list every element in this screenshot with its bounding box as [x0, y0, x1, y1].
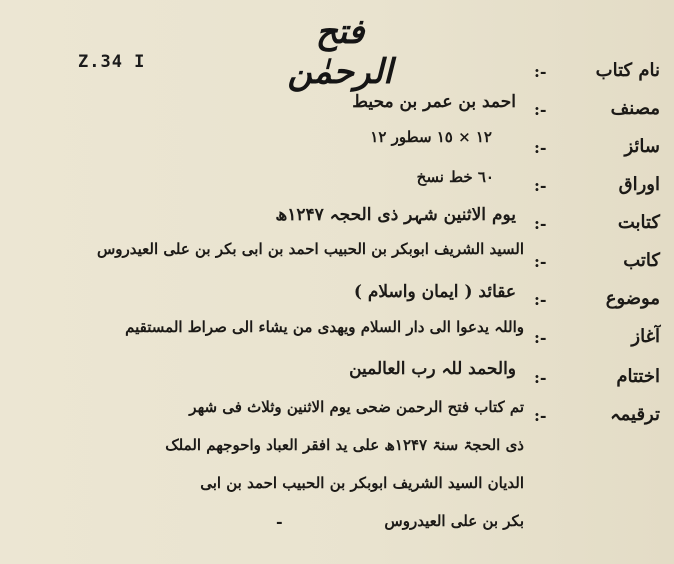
label-leaves: اوراق — [618, 174, 660, 195]
value-colophon: تم کتاب فتح الرحمن ضحی یوم الاثنین وثلاث فی شھر — [189, 398, 524, 416]
value-author: احمد بن عمر بن محیط — [352, 92, 516, 112]
colon-scribe: :- — [534, 252, 547, 271]
value-subject: عقائد ( ایمان واسلام ) — [353, 282, 516, 302]
colon-subject: :- — [534, 290, 547, 309]
book-title: فتح الرحمٰن — [287, 12, 393, 92]
colophon-line-3: الدیان السید الشریف ابوبکر بن الحبیب احمد بن ابی — [200, 474, 524, 492]
value-copying: یوم الاثنین شہر ذی الحجہ ۱۲۴۷ھ — [275, 205, 516, 225]
colophon-line-4: بکر بن علی العیدروس — [384, 512, 524, 530]
label-copying: کتابت — [617, 212, 660, 233]
label-ending: اختتام — [616, 366, 660, 387]
value-size: ١٢ × ١٥ سطور ١٢ — [370, 128, 492, 146]
label-book-name: نام کتاب — [595, 60, 660, 81]
colon-copying: :- — [534, 214, 547, 233]
colophon-line-2: ذی الحجۃ سنۃ ۱۲۴۷ھ علی ید افقر العباد واحوجھم الملک — [165, 436, 524, 454]
value-leaves: ٦٠ خط نسخ — [416, 168, 494, 186]
colon-leaves: :- — [534, 176, 547, 195]
value-scribe: السید الشریف ابوبکر بن الحبیب احمد بن ابی بکر بن علی العیدروس — [96, 240, 524, 258]
label-scribe: کاتب — [623, 250, 660, 271]
colophon-end-mark: - — [276, 512, 283, 531]
colon-beginning: :- — [534, 328, 547, 347]
label-beginning: آغاز — [631, 326, 660, 347]
colon-colophon: :- — [534, 406, 547, 425]
label-subject: موضوع — [605, 288, 660, 309]
call-number: Z.34 I — [78, 52, 146, 72]
label-size: سائز — [624, 136, 660, 157]
label-author: مصنف — [610, 98, 660, 119]
value-ending: والحمد للہ رب العالمین — [349, 359, 516, 379]
colon-book-name: :- — [534, 62, 547, 81]
label-colophon: ترقیمہ — [610, 404, 660, 425]
colon-author: :- — [534, 100, 547, 119]
colon-ending: :- — [534, 368, 547, 387]
value-beginning: واللہ یدعوا الی دار السلام ویھدی من یشاء الی صراط المستقیم — [125, 318, 524, 336]
colon-size: :- — [534, 138, 547, 157]
